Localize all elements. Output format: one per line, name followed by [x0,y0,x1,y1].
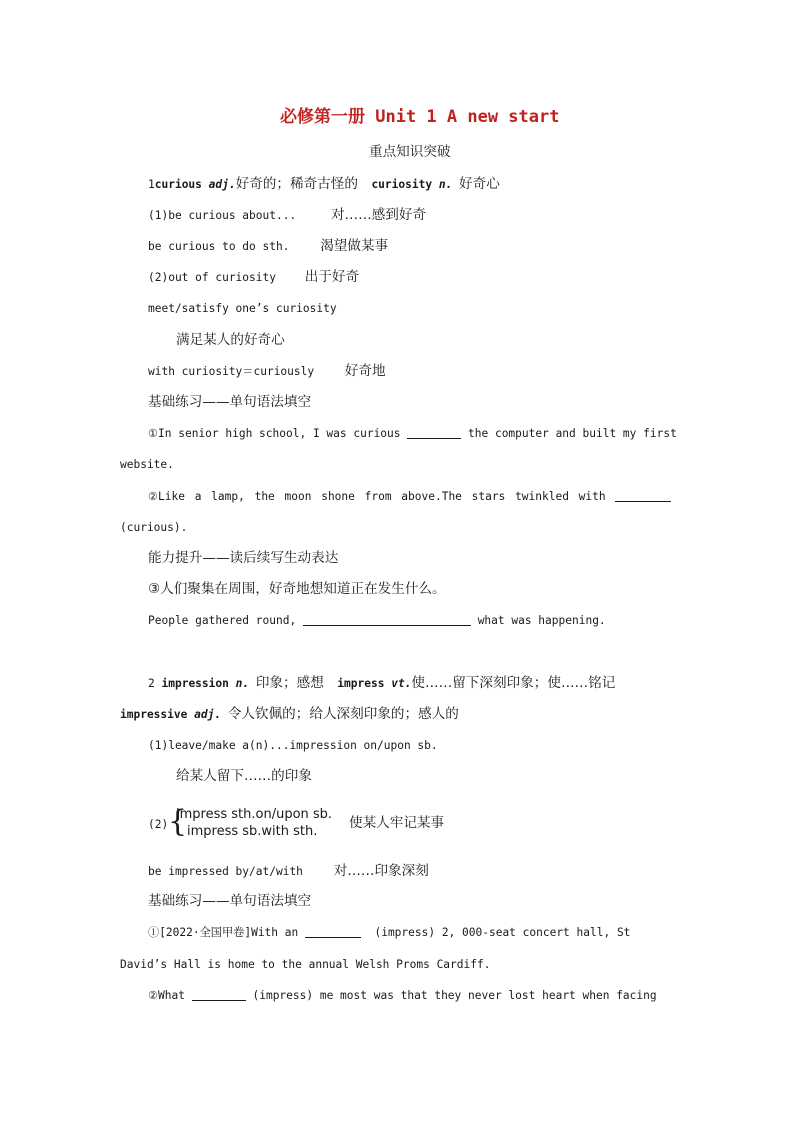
item2-adj-meaning: 令人钦佩的；给人深刻印象的；感人的 [227,706,459,722]
item1-exercise2 [148,491,671,502]
exercise-text: ①[2022·全国甲卷]With an [148,926,299,939]
phrase-en: (2)out of curiosity [148,271,276,284]
item2-verb-meaning: 使……留下深刻印象；使……铭记 [411,675,616,691]
phrase-cn: 好奇地 [344,363,386,379]
item2-word: impression [161,677,229,690]
item1-noun-meaning: 好奇心 [459,176,500,192]
item1-phrase4-cn: 满足某人的好奇心 [176,332,285,348]
item1-phrase5 [148,365,386,379]
item1-meaning: 好奇的；稀奇古怪的 [235,176,358,192]
item1-phrase1 [148,209,426,223]
phrase-en: be impressed by/at/with [148,865,303,878]
item1-exercise1 [148,428,677,439]
item2-phrase2-b: impress sb.with sth. [187,824,318,839]
item1-adv-heading: 能力提升——读后续写生动表达 [148,550,339,566]
item1-word: curious [154,178,202,191]
answer-blank[interactable] [303,625,471,626]
phrase-cn: 出于好奇 [304,269,360,285]
item2-phrase2-label: (2) [148,818,169,831]
exercise-text: (impress) me most was that they never lost heart when facing [252,989,657,1002]
phrase-cn: 对……印象深刻 [333,863,429,879]
item2-adj-pos: adj. [194,708,222,721]
item2-number: 2 [148,677,155,690]
item1-phrase3 [148,271,359,285]
answer-blank[interactable] [407,438,461,439]
item2-adj: impressive [120,708,188,721]
phrase-en: be curious to do sth. [148,240,290,253]
section-subtitle: 重点知识突破 [369,144,451,160]
item1-exercise1-cont: website. [120,458,174,471]
item1-exercise3 [148,615,606,626]
item2-exercise2 [148,990,657,1001]
item2-basic-heading: 基础练习——单句语法填空 [148,893,312,909]
phrase-cn: 对……感到好奇 [330,207,427,223]
page-title [280,109,559,126]
item2-exercise1 [148,927,630,938]
exercise-text: what was happening. [477,614,606,627]
phrase-en: (1)be curious about... [148,209,297,222]
item1-exercise3-cn: ③人们聚集在周围，好奇地想知道正在发生什么。 [148,581,446,597]
phrase-en: with curiosity＝curiously [148,365,315,378]
item2-header [148,677,615,691]
answer-blank[interactable] [305,937,361,938]
item2-pos: n. [235,677,250,690]
item1-noun: curiosity [371,178,433,191]
item2-header-cont [120,708,459,722]
answer-blank[interactable] [615,501,671,502]
item1-header [148,178,500,192]
item2-exercise1-cont: David’s Hall is home to the annual Welsh Proms Cardiff. [120,958,491,971]
title-cn: 必修第一册 [280,107,365,127]
item2-phrase1-en: (1)leave/make a(n)...impression on/upon sb. [148,739,438,752]
item1-exercise2-cont: (curious). [120,521,188,534]
item1-phrase4-en: meet/satisfy one’s curiosity [148,302,337,315]
exercise-text: ②What [148,989,185,1002]
item1-basic-heading: 基础练习——单句语法填空 [148,394,312,410]
item2-verb: impress [337,677,385,690]
item2-phrase2-cn: 使某人牢记某事 [349,815,445,831]
item1-phrase2 [148,240,388,254]
brace-icon: { [168,804,188,839]
item1-noun-pos: n. [438,178,453,191]
answer-blank[interactable] [192,1000,246,1001]
item2-meaning: 印象；感想 [255,675,324,691]
exercise-text: People gathered round, [148,614,297,627]
item1-pos: adj. [208,178,236,191]
item2-phrase1-cn: 给某人留下……的印象 [176,768,312,784]
phrase-cn: 渴望做某事 [320,238,389,254]
exercise-text: the computer and built my first [468,427,677,440]
item2-verb-pos: vt. [391,677,412,690]
item1-number: 1 [148,178,155,191]
exercise-text: (impress) 2, 000-seat concert hall, St [374,926,631,939]
exercise-text: ①In senior high school, I was curious [148,427,401,440]
exercise-text: ②Like a lamp, the moon shone from above.The stars twinkled with [148,490,606,503]
item2-phrase2-a: impress sth.on/upon sb. [176,807,333,822]
item2-phrase3 [148,865,429,879]
title-en: Unit 1 A new start [375,107,560,127]
